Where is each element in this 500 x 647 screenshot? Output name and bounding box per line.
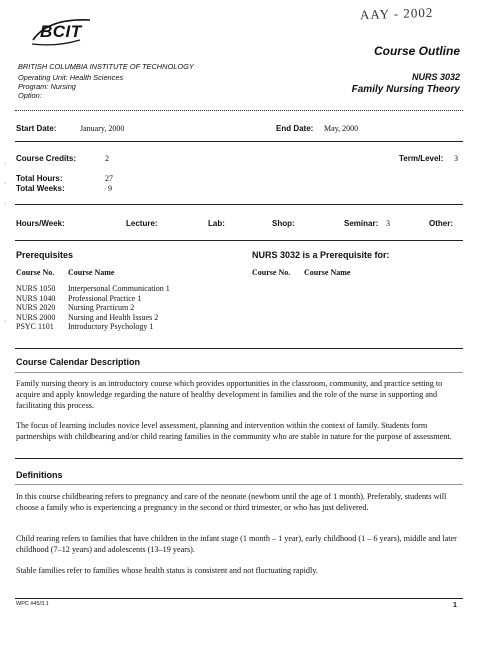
definitions-paragraph-1: In this course childbearing refers to pregnancy and care of the neonate (newborn until the age of 1 month). Preferably, students will choose a family who is experiencing a pregnancy in the second or third trimester, or who has just delivered. bbox=[16, 492, 447, 512]
hours-week-divider bbox=[15, 240, 463, 241]
dates-divider bbox=[15, 141, 463, 142]
seminar-label: Seminar: bbox=[344, 219, 379, 228]
prereq-for-col-name: Course Name bbox=[304, 268, 351, 277]
seminar-value: 3 bbox=[386, 219, 390, 228]
program: Program: Nursing bbox=[18, 82, 76, 91]
other-label: Other: bbox=[429, 219, 453, 228]
prereq-row bbox=[16, 313, 236, 323]
total-weeks-value: 9 bbox=[108, 184, 112, 193]
prereq-for-heading: NURS 3032 is a Prerequisite for: bbox=[252, 250, 390, 260]
prereq-course-name: Interpersonal Communication 1 bbox=[68, 284, 170, 293]
total-weeks-label: Total Weeks: bbox=[16, 184, 65, 193]
institute-name: BRITISH COLUMBIA INSTITUTE OF TECHNOLOGY bbox=[18, 62, 194, 71]
prereq-for-col-no: Course No. bbox=[252, 268, 291, 277]
prereq-row bbox=[16, 303, 236, 313]
prereq-course-name: Nursing Practicum 2 bbox=[68, 303, 135, 312]
term-level-label: Term/Level: bbox=[399, 154, 444, 163]
footer-form-number: WPC #45/3.1 bbox=[16, 601, 49, 607]
prereq-row bbox=[16, 322, 236, 332]
prereq-col-name: Course Name bbox=[68, 268, 115, 277]
hours-week-label: Hours/Week: bbox=[16, 219, 65, 228]
option: Option: bbox=[18, 91, 42, 100]
course-title: Family Nursing Theory bbox=[351, 84, 460, 95]
shop-label: Shop: bbox=[272, 219, 295, 228]
prereq-course-no: NURS 2000 bbox=[16, 312, 56, 322]
margin-mark: · bbox=[4, 200, 7, 207]
definitions-heading-underline bbox=[15, 484, 463, 485]
definitions-heading: Definitions bbox=[16, 470, 63, 480]
doc-type: Course Outline bbox=[373, 44, 460, 58]
course-credits-value: 2 bbox=[105, 154, 109, 163]
margin-mark: · bbox=[4, 160, 7, 167]
prereq-col-no: Course No. bbox=[16, 268, 55, 277]
term-level-value: 3 bbox=[454, 154, 458, 163]
lab-label: Lab: bbox=[208, 219, 225, 228]
prereq-course-name: Nursing and Health Issues 2 bbox=[68, 312, 159, 322]
prereq-course-no: PSYC 1101 bbox=[16, 322, 54, 331]
calendar-paragraph-1: Family nursing theory is an introductory course which provides opportunities in the classroom, community, and practice setting to acquire and apply knowledge regarding the nature of healthy development in families and the role of the nurse in supporting and facilitating this process. bbox=[16, 379, 443, 410]
prereq-list bbox=[16, 284, 236, 332]
calendar-heading-underline bbox=[15, 372, 463, 373]
bcit-logo bbox=[30, 14, 92, 48]
prereq-course-name: Professional Practice 1 bbox=[68, 293, 142, 303]
calendar-heading: Course Calendar Description bbox=[16, 357, 141, 367]
hours-divider bbox=[15, 204, 463, 205]
end-date-value: May, 2000 bbox=[324, 124, 359, 133]
total-hours-label: Total Hours: bbox=[16, 174, 63, 183]
prereq-row bbox=[16, 284, 236, 294]
prereq-course-no: NURS 1040 bbox=[16, 293, 56, 303]
definitions-paragraph-3: Stable families refer to families whose health status is consistent and not fluctuating rapidly. bbox=[16, 566, 318, 575]
prereq-course-no: NURS 2020 bbox=[16, 303, 56, 312]
course-code: NURS 3032 bbox=[411, 72, 460, 82]
logo-text: BCIT bbox=[40, 22, 82, 41]
footer-page-number: 1 bbox=[453, 602, 457, 609]
total-hours-value: 27 bbox=[105, 174, 113, 183]
prerequisites-heading: Prerequisites bbox=[16, 250, 74, 260]
start-date-value: January, 2000 bbox=[80, 124, 125, 133]
prereq-row bbox=[16, 294, 236, 304]
end-date-label: End Date: bbox=[276, 124, 314, 133]
calendar-paragraph-2: The focus of learning includes novice level assessment, planning and intervention within the context of family. Students form partnerships with childbearing and/or child rearing families in the community who are stable in nature for the purpose of assessment. bbox=[16, 421, 452, 441]
prereq-course-no: NURS 1050 bbox=[16, 284, 56, 293]
margin-mark: · bbox=[4, 318, 7, 325]
margin-mark: · bbox=[4, 180, 7, 187]
footer-divider bbox=[15, 598, 463, 599]
course-credits-label: Course Credits: bbox=[16, 154, 77, 163]
definitions-paragraph-2: Child rearing refers to families that have children in the infant stage (1 month – 1 year), early childhood (1 – 6 years), middle and later childhood (7–12 years) and adolescents (13–19 years). bbox=[16, 534, 457, 554]
header-divider bbox=[15, 110, 463, 111]
calendar-divider bbox=[15, 458, 463, 459]
received-stamp: AAY - 2002 bbox=[359, 4, 434, 23]
lecture-label: Lecture: bbox=[126, 219, 158, 228]
prereq-divider bbox=[15, 348, 463, 349]
operating-unit: Operating Unit: Health Sciences bbox=[18, 73, 124, 82]
prereq-course-name: Introductory Psychology 1 bbox=[68, 322, 154, 331]
start-date-label: Start Date: bbox=[16, 124, 57, 133]
